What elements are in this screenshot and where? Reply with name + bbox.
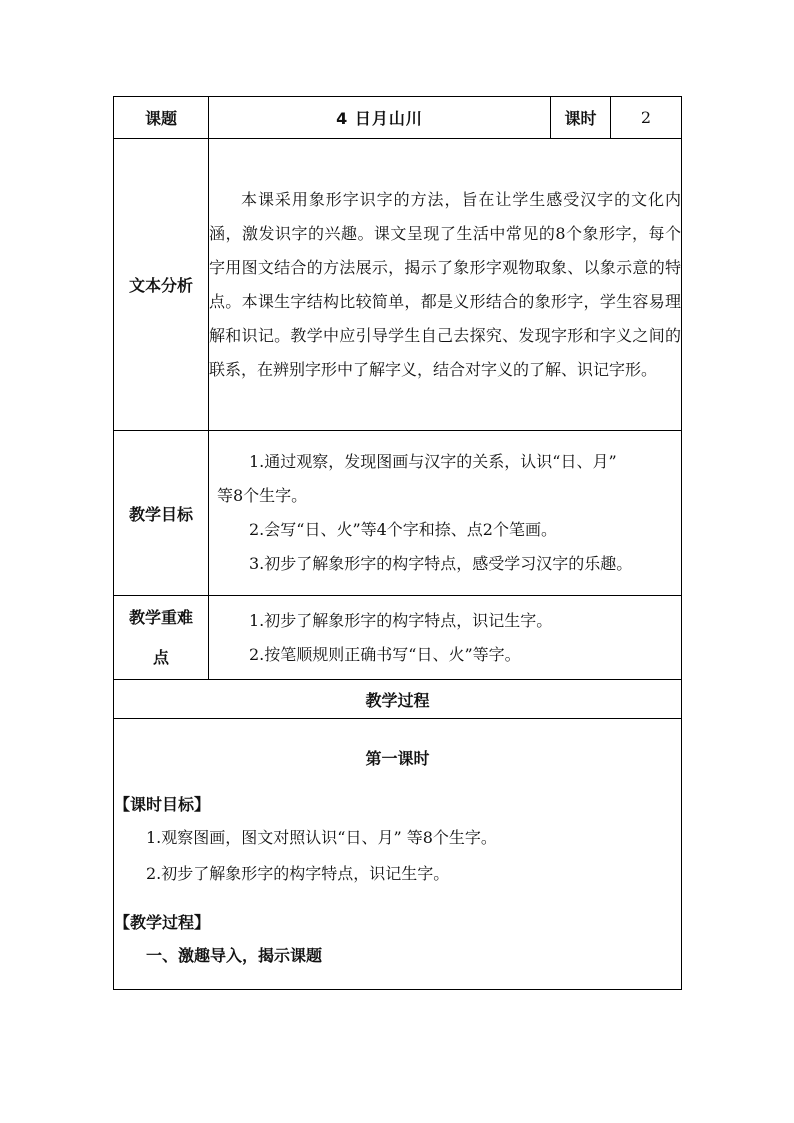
- difficulty-item: 2.按笔顺规则正确书写“日、火”等字。: [249, 644, 521, 664]
- process-step: 一、激趣导入，揭示课题: [146, 946, 323, 965]
- goal-item-continued: 等8个生字。: [217, 486, 308, 505]
- first-period-title: 第一课时: [365, 749, 430, 768]
- key-difficulties-label-line2: 点: [152, 647, 169, 667]
- period-goals-label: 【课时目标】: [114, 795, 211, 814]
- text-analysis-content: 本课采用象形字识字的方法，旨在让学生感受汉字的文化内涵，激发识字的兴趣。课文呈现了生活中常见的8个象形字，每个字用图文结合的方法展示，揭示了象形字观物取象、以象示意的特点。本课生字结构比较简单，都是义形结合的象形字，学生容易理解和识记。教学中应引导学生自己去探究、发现字形和字义之间的联系，在辨别字形中了解字义，结合对字义的了解、识记字形。: [209, 189, 681, 379]
- key-difficulties-label-line1: 教学重难: [128, 607, 193, 627]
- goal-item: 3.初步了解象形字的构字特点，感受学习汉字的乐趣。: [249, 554, 633, 573]
- period-value: 2: [611, 97, 682, 139]
- process-label: 【教学过程】: [114, 913, 211, 932]
- header-row: [114, 97, 682, 139]
- text-analysis-row: [114, 139, 682, 431]
- process-heading: 教学过程: [114, 680, 682, 719]
- period-goal-item: 1.观察图画，图文对照认识“日、月” 等8个生字。: [146, 828, 497, 847]
- difficulty-item: 1.初步了解象形字的构字特点，识记生字。: [249, 610, 553, 630]
- period-label: 课时: [551, 97, 611, 139]
- key-difficulties-row: [114, 596, 682, 680]
- lesson-title: 4 日月山川: [209, 97, 551, 139]
- process-heading-row: [114, 680, 682, 719]
- text-analysis-label: 文本分析: [114, 139, 209, 431]
- teaching-goals-row: [114, 431, 682, 596]
- teaching-goals-label: 教学目标: [114, 431, 209, 596]
- period-goal-item: 2.初步了解象形字的构字特点，识记生字。: [146, 864, 450, 883]
- topic-label: 课题: [114, 97, 209, 139]
- goal-item: 1.通过观察，发现图画与汉字的关系，认识“日、月”: [249, 452, 617, 471]
- lesson-plan-table: [113, 96, 682, 990]
- goal-item: 2.会写“日、火”等4个字和捺、点2个笔画。: [249, 520, 557, 539]
- key-difficulties-label: [114, 596, 209, 680]
- process-body-row: [114, 719, 682, 990]
